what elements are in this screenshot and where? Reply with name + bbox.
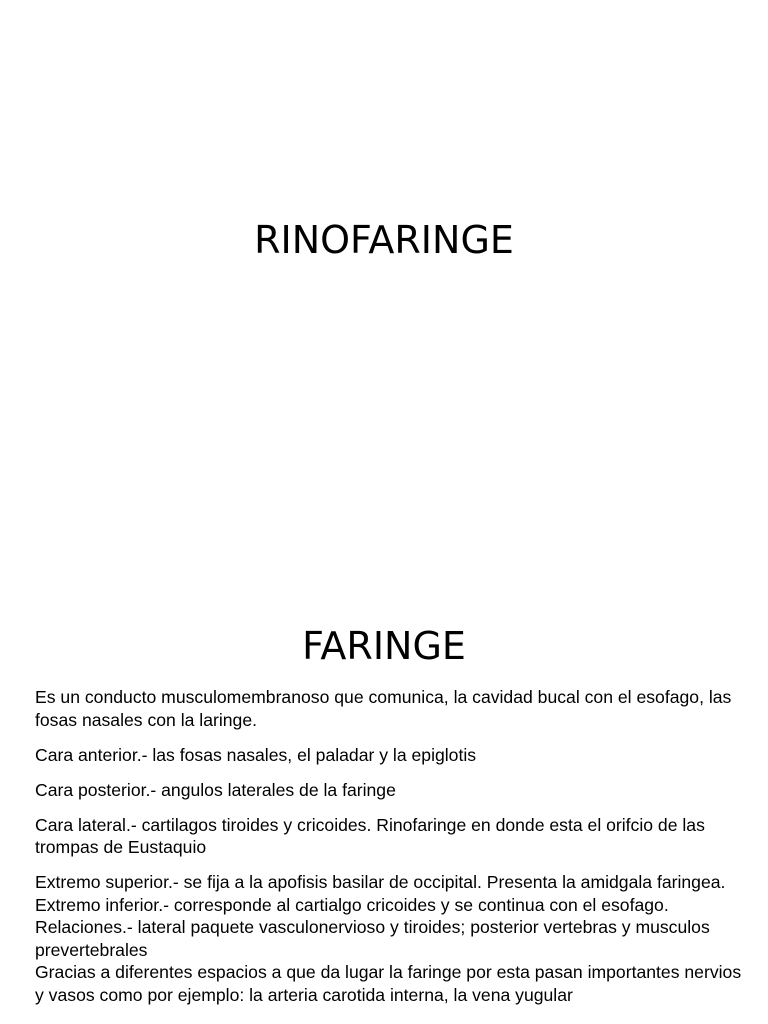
paragraph-espacios: Gracias a diferentes espacios a que da lugar la faringe por esta pasan importantes nervios y vasos como por ejemplo: la arteria carotida interna, la vena yugular: [35, 962, 742, 1005]
slide-title-faringe: FARINGE: [302, 624, 466, 668]
paragraph-relaciones: Relaciones.- lateral paquete vasculonervioso y tiroides; posterior vertebras y musculos prevertebrales: [35, 917, 710, 960]
paragraph-cara-lateral: Cara lateral.- cartilagos tiroides y cricoides. Rinofaringe en donde esta el orifcio de las trompas de Eustaquio: [35, 814, 705, 857]
slide-body: [35, 686, 747, 1006]
slide-title-rinofaringe: RINOFARINGE: [254, 218, 514, 262]
paragraph-extremo-superior: Extremo superior.- se fija a la apofisis basilar de occipital. Presenta la amidgala faringea.: [35, 872, 726, 892]
paragraph-definition: Es un conducto musculomembranoso que comunica, la cavidad bucal con el esofago, las fosas nasales con la laringe.: [35, 687, 732, 730]
paragraph-cara-anterior: Cara anterior.- las fosas nasales, el paladar y la epiglotis: [35, 744, 477, 765]
paragraph-extremo-inferior: Extremo inferior.- corresponde al cartialgo cricoides y se continua con el esofago.: [35, 894, 669, 915]
paragraph-cara-posterior: Cara posterior.- angulos laterales de la faringe: [35, 779, 396, 800]
